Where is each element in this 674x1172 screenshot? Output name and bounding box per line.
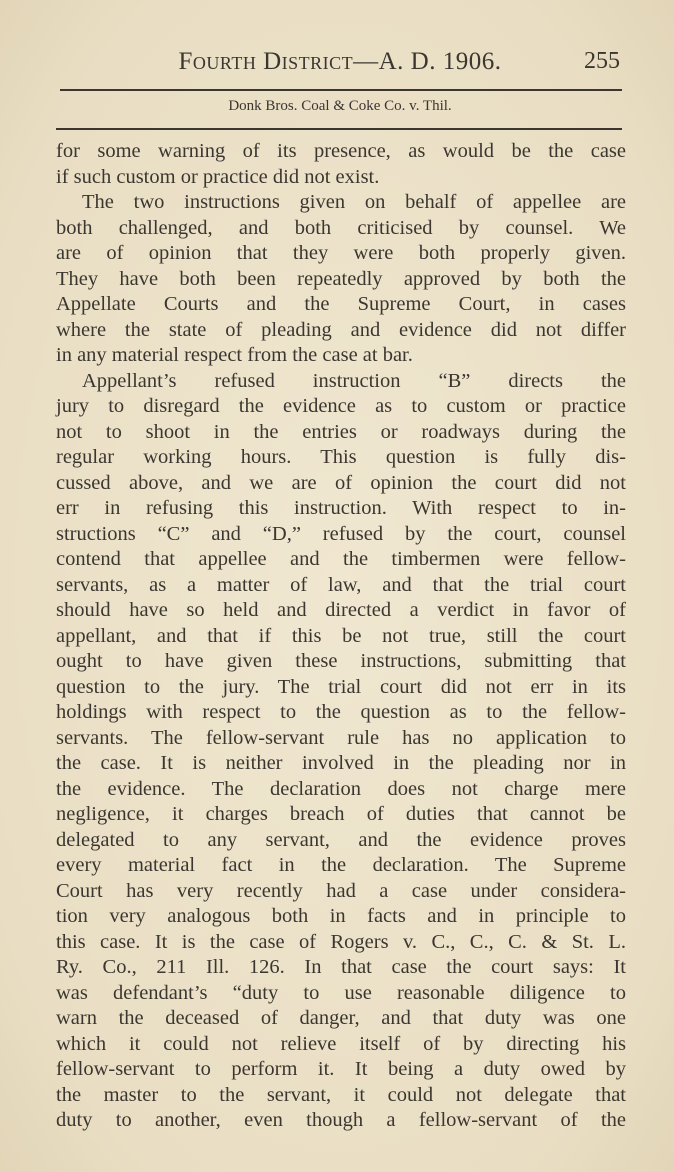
text-line: ought to have given these instructions, submitting that bbox=[56, 650, 626, 672]
text-line: the evidence. The declaration does not charge mere bbox=[56, 777, 626, 800]
text-line: this case. It is the case of Rogers v. C., C., C. & St. L. bbox=[56, 930, 626, 953]
text-line: Court has very recently had a case under considera- bbox=[56, 879, 626, 902]
text-line: The two instructions given on behalf of appellee are bbox=[82, 191, 626, 213]
text-line: negligence, it charges breach of duties that cannot be bbox=[56, 803, 626, 825]
text-line: duty to another, even though a fellow-servant of the bbox=[56, 1109, 626, 1131]
text-line: both challenged, and both criticised by counsel. We bbox=[56, 216, 626, 239]
text-line: holdings with respect to the question as to the fellow- bbox=[56, 701, 626, 723]
text-line: Appellant’s refused instruction “B” directs the bbox=[82, 369, 626, 392]
text-line: servants. The fellow-servant rule has no application to bbox=[56, 726, 626, 749]
text-line: not to shoot in the entries or roadways during the bbox=[56, 420, 626, 443]
text-line: the case. It is neither involved in the pleading nor in bbox=[56, 752, 626, 774]
text-line: which it could not relieve itself of by directing his bbox=[56, 1032, 626, 1055]
case-title: Donk Bros. Coal & Coke Co. v. Thil. bbox=[228, 98, 452, 114]
text-line: Ry. Co., 211 Ill. 126. In that case the court says: It bbox=[56, 956, 626, 978]
text-line: where the state of pleading and evidence did not differ bbox=[56, 318, 626, 341]
text-line: servants, as a matter of law, and that the trial court bbox=[56, 573, 626, 596]
text-line: They have both been repeatedly approved by both the bbox=[56, 267, 626, 290]
running-head bbox=[60, 48, 620, 78]
text-line: fellow-servant to perform it. It being a duty owed by bbox=[56, 1058, 626, 1080]
text-line: tion very analogous both in facts and in principle to bbox=[56, 905, 626, 927]
text-line: structions “C” and “D,” refused by the court, counsel bbox=[56, 522, 626, 545]
page-number: 255 bbox=[584, 48, 620, 74]
text-line: should have so held and directed a verdict in favor of bbox=[56, 599, 626, 621]
running-head-title: Fourth District—A. D. 1906. bbox=[178, 48, 502, 75]
text-line: in any material respect from the case at bar. bbox=[56, 344, 413, 366]
text-line: for some warning of its presence, as would be the case bbox=[56, 140, 626, 162]
text-line: question to the jury. The trial court did not err in its bbox=[56, 675, 626, 698]
text-line: Appellate Courts and the Supreme Court, in cases bbox=[56, 293, 626, 315]
text-line: if such custom or practice did not exist. bbox=[56, 165, 380, 188]
text-line: cussed above, and we are of opinion the court did not bbox=[56, 471, 626, 494]
text-line: err in refusing this instruction. With respect to in- bbox=[56, 497, 626, 519]
body-text bbox=[56, 139, 626, 1134]
text-line: delegated to any servant, and the evidence proves bbox=[56, 828, 626, 851]
text-line: every material fact in the declaration. The Supreme bbox=[56, 854, 626, 876]
text-line: contend that appellee and the timbermen were fellow- bbox=[56, 548, 626, 570]
header-rule bbox=[60, 89, 622, 91]
text-line: appellant, and that if this be not true, still the court bbox=[56, 624, 626, 647]
text-line: the master to the servant, it could not delegate that bbox=[56, 1083, 626, 1106]
text-line: regular working hours. This question is fully dis- bbox=[56, 446, 626, 468]
case-title-rule bbox=[56, 128, 622, 130]
text-line: was defendant’s “duty to use reasonable diligence to bbox=[56, 981, 626, 1004]
text-line: jury to disregard the evidence as to custom or practice bbox=[56, 395, 626, 417]
text-line: warn the deceased of danger, and that duty was one bbox=[56, 1007, 626, 1029]
text-line: are of opinion that they were both properly given. bbox=[56, 242, 626, 264]
